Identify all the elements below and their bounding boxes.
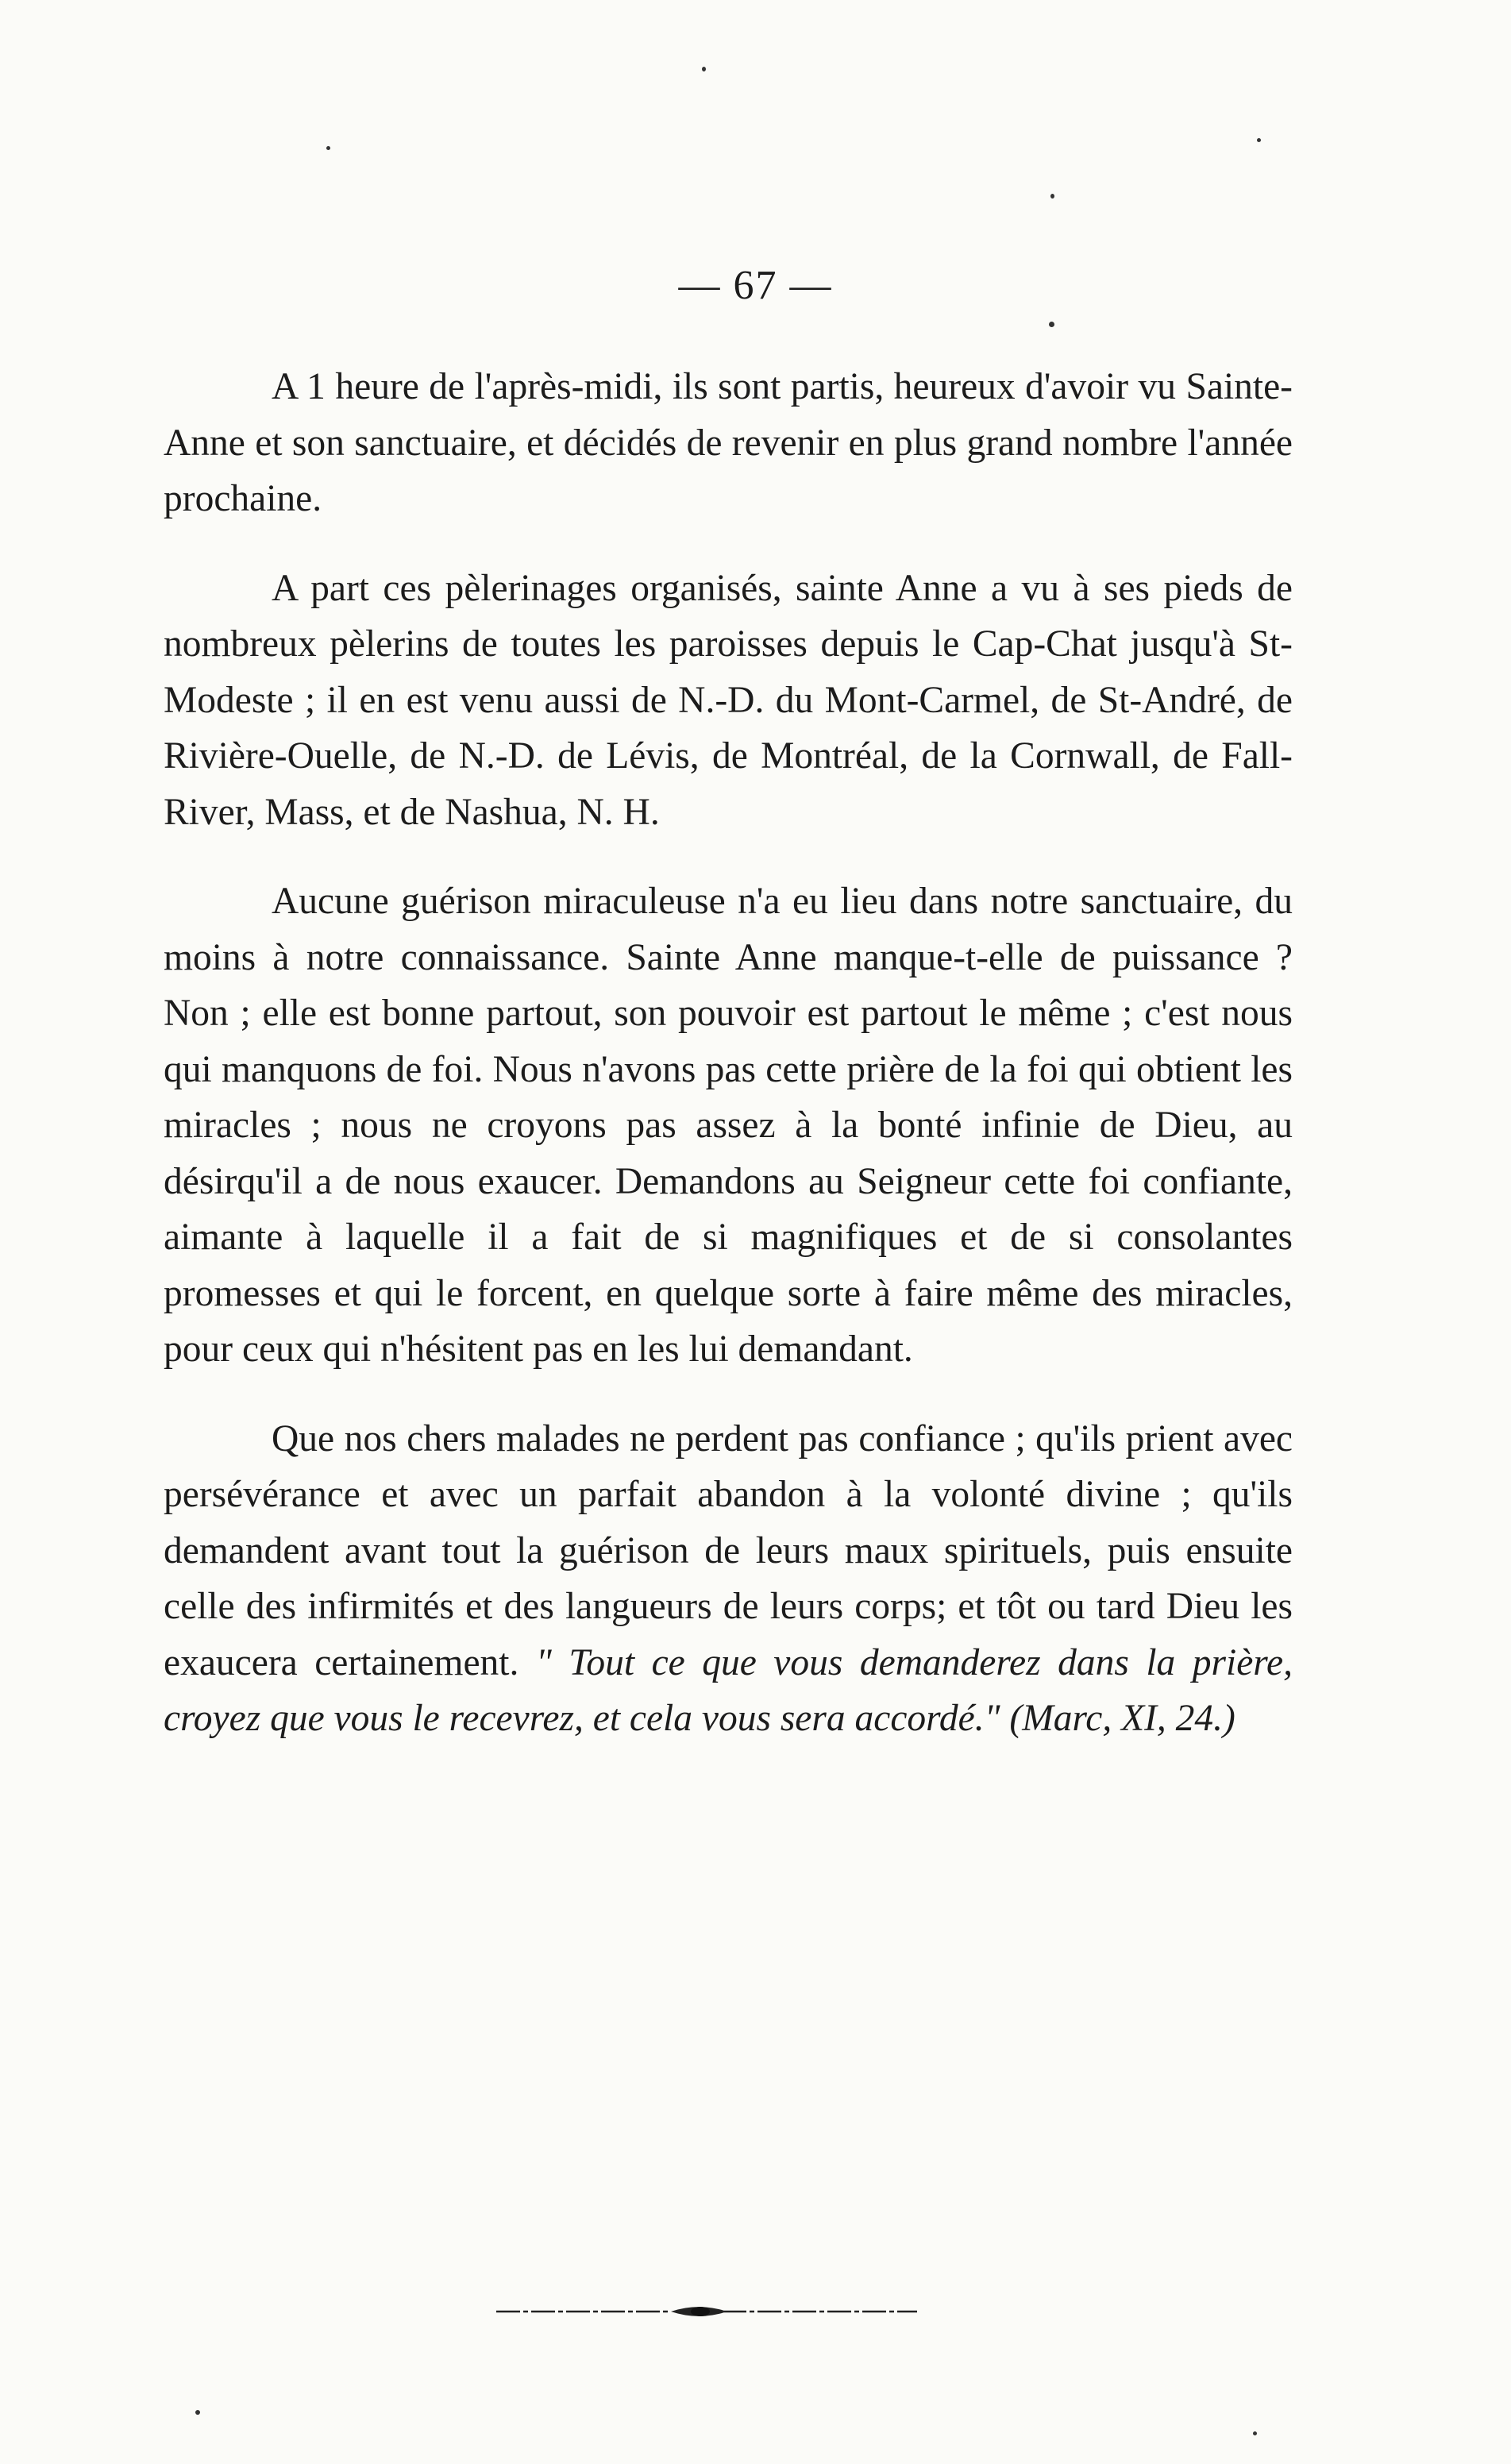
scan-speck [195, 2410, 200, 2415]
paragraph-4 [164, 1411, 1293, 1747]
ornament-divider [492, 2300, 921, 2323]
paragraph-1: A 1 heure de l'après-midi, ils sont partis, heureux d'avoir vu Sainte-Anne et son sanctuaire, et décidés de revenir en plus grand nombre l'année prochaine. [164, 366, 1293, 519]
paragraph-4-text: Que nos chers malades ne perdent pas confiance ; qu'ils prient avec persévérance et avec un parfait abandon à la volonté divine ; qu'ils demandent avant tout la guérison de leurs maux spirituels, puis ensuite celle des infirmités et des langueurs de leurs corps; et tôt ou tard Dieu les exaucera certainement. [164, 1417, 1293, 1683]
scan-speck [1257, 138, 1261, 142]
scan-speck [326, 146, 330, 150]
scripture-quote: " Tout ce que vous demanderez dans la prière, croyez que vous le recevrez, et cela vous sera accordé." (Marc, XI, 24.) [164, 1641, 1293, 1739]
page-body [164, 359, 1293, 1747]
scan-speck [1049, 322, 1054, 327]
paragraph-3: Aucune guérison miraculeuse n'a eu lieu dans notre sanctuaire, du moins à notre connaissance. Sainte Anne manque-t-elle de puissance ? Non ; elle est bonne partout, son pouvoir est partout le même ; c'est nous qui manquons de foi. Nous n'avons pas cette prière de la foi qui obtient les miracles ; nous ne croyons pas assez à la bonté infinie de Dieu, au désirqu'il a de nous exaucer. Demandons au Seigneur cette foi confiante, aimante à laquelle il a fait de si magnifiques et de si consolantes promesses et qui le forcent, en quelque sorte à faire même des miracles, pour ceux qui n'hésitent pas en les lui demandant. [164, 881, 1293, 1370]
page-number: — 67 — [678, 263, 833, 308]
scan-speck [1050, 194, 1054, 199]
paragraph-2: A part ces pèlerinages organisés, sainte Anne a vu à ses pieds de nombreux pèlerins de toutes les paroisses depuis le Cap-Chat jusqu'à St-Modeste ; il en est venu aussi de N.-D. du Mont-Carmel, de St-André, de Rivière-Ouelle, de N.-D. de Lévis, de Montréal, de la Cornwall, de Fall-River, Mass, et de Nashua, N. H. [164, 567, 1293, 833]
scan-speck [1253, 2431, 1257, 2435]
scan-speck [702, 67, 706, 71]
